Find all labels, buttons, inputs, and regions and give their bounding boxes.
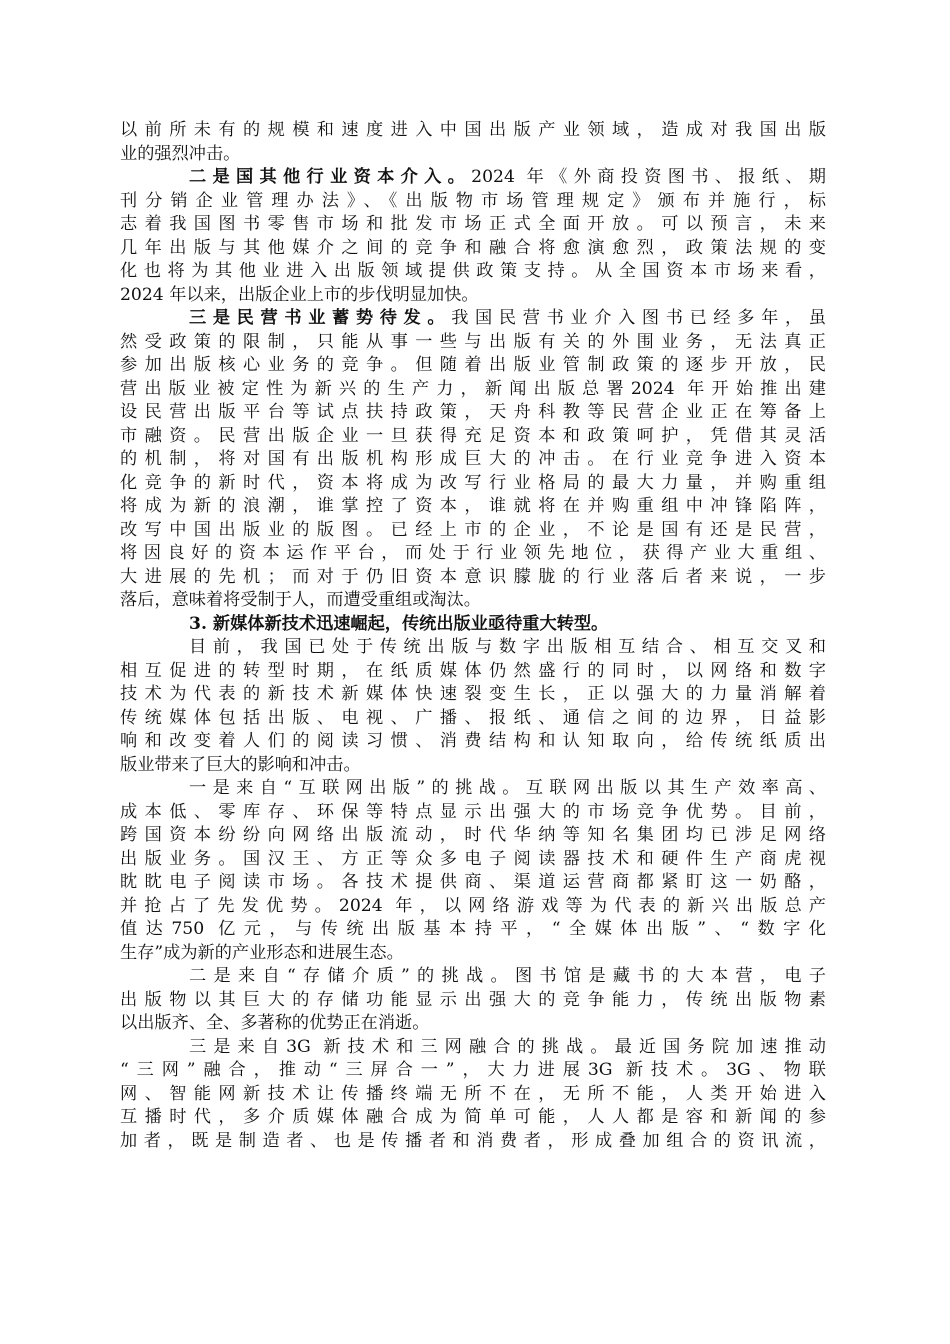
text-line [120,707,826,731]
text-run: 并抢占了先发优势。2024 年，以网络游戏等为代表的新兴出版总产 [120,895,826,916]
text-line [120,660,826,684]
bold-text-run: 三是民营书业蓄势待发。 [189,308,452,328]
text-line [120,754,826,778]
text-run: 目前，我国已处于传统出版与数字出版相互结合、相互交叉和 [189,637,826,657]
text-line [120,895,826,919]
text-run: 眈眈电子阅读市场。各技术提供商、渠道运营商都紧盯这一奶酪， [120,872,826,892]
text-run: 几年出版与其他媒介之间的竞争和融合将愈演愈烈，政策法规的变 [120,237,826,258]
document-page [120,119,826,1153]
text-run: 刊分销企业管理办法》、《出版物市场管理规定》颁布并施行，标 [120,190,826,211]
text-line [120,284,826,308]
text-line [120,1130,826,1154]
text-run: 版业带来了巨大的影响和冲击。 [120,754,361,775]
text-line [120,942,826,966]
text-run: 互播时代，多介质媒体融合成为简单可能，人人都是容和新闻的参 [120,1107,826,1127]
text-line [120,613,826,637]
text-run: 志着我国图书零售市场和批发市场正式全面开放。可以预言，未来 [120,214,826,234]
text-line [120,166,826,190]
text-run: 化竞争的新时代，资本将成为改写行业格局的最大力量，并购重组 [120,472,826,493]
text-line [120,401,826,425]
text-line [120,1012,826,1036]
text-line [120,448,826,472]
text-line [120,777,826,801]
bold-text-run: 3. 新媒体新技术迅速崛起，传统出版业亟待重大转型。 [189,613,609,634]
text-line [120,1059,826,1083]
text-line [120,1036,826,1060]
text-run: 将成为新的浪潮，谁掌控了资本，谁就将在并购重组中冲锋陷阵， [120,496,826,516]
text-line [120,965,826,989]
text-line [120,237,826,261]
text-run: 网、智能网新技术让传播终端无所不在，无所不能，人类开始进入 [120,1083,826,1104]
text-line [120,824,826,848]
text-run: 然受政策的限制，只能从事一些与出版有关的外围业务，无法真正 [120,331,826,352]
text-run: 三是来自3G 新技术和三网融合的挑战。最近国务院加速推动 [189,1036,826,1057]
text-run: “三网”融合，推动“三屏合一”，大力进展3G 新技术。3G、物联 [120,1060,826,1080]
text-line [120,190,826,214]
text-line [120,331,826,355]
text-run: 值达750 亿元，与传统出版基本持平，“全媒体出版”、“数字化 [120,919,826,939]
text-line [120,354,826,378]
text-run: 参加出版核心业务的竞争。但随着出版业管制政策的逐步开放，民 [120,355,826,375]
text-line [120,871,826,895]
text-run: 的机制，将对国有出版机构形成巨大的冲击。在行业竞争进入资本 [120,449,826,469]
text-line [120,1106,826,1130]
text-run: 营出版业被定性为新兴的生产力，新闻出版总署2024 年开始推出建 [120,378,826,399]
text-run: 以前所未有的规模和速度进入中国出版产业领域，造成对我国出版 [120,120,826,140]
text-line [120,801,826,825]
text-run: 我国民营书业介入图书已经多年，虽 [451,308,826,328]
text-line [120,425,826,449]
text-run: 业的强烈冲击。 [120,143,241,164]
text-line [120,495,826,519]
text-run: 生存”成为新的产业形态和进展生态。 [120,942,404,963]
text-line [120,589,826,613]
text-line [120,378,826,402]
text-run: 传统媒体包括出版、电视、广播、报纸、通信之间的边界，日益影 [120,707,826,728]
text-line [120,213,826,237]
text-run: 落后，意味着将受制于人，而遭受重组或淘汰。 [120,590,481,610]
text-run: 改写中国出版业的版图。已经上市的企业，不论是国有还是民营， [120,519,826,540]
text-line [120,683,826,707]
text-line [120,566,826,590]
text-line [120,143,826,167]
text-run: 响和改变着人们的阅读习惯、消费结构和认知取向，给传统纸质出 [120,731,826,751]
text-run: 市融资。民营出版企业一旦获得充足资本和政策呵护，凭借其灵活 [120,425,826,446]
text-run: 相互促进的转型时期，在纸质媒体仍然盛行的同时，以网络和数字 [120,660,826,681]
text-line [120,918,826,942]
text-line [120,472,826,496]
text-line [120,730,826,754]
text-run: 加者，既是制造者、也是传播者和消费者，形成叠加组合的资讯流， [120,1130,826,1151]
text-run: 2024 年以来，出版企业上市的步伐明显加快。 [120,284,479,305]
text-run: 跨国资本纷纷向网络出版流动，时代华纳等知名集团均已涉足网络 [120,825,826,845]
text-run: 成本低、零库存、环保等特点显示出强大的市场竞争优势。目前， [120,801,826,822]
text-run: 2024 年《外商投资图书、报纸、期 [471,167,826,187]
text-line [120,260,826,284]
text-run: 二是来自“存储介质”的挑战。图书馆是藏书的大本营，电子 [189,966,826,986]
text-line [120,1083,826,1107]
text-run: 出版物以其巨大的存储功能显示出强大的竞争能力，传统出版物素 [120,989,826,1010]
text-line [120,119,826,143]
text-run: 出版业务。国汉王、方正等众多电子阅读器技术和硬件生产商虎视 [120,848,826,869]
text-run: 一是来自“互联网出版”的挑战。互联网出版以其生产效率高、 [189,778,826,798]
text-run: 以出版齐、全、多著称的优势正在消逝。 [120,1013,430,1033]
text-run: 将因良好的资本运作平台，而处于行业领先地位，获得产业大重组、 [120,543,826,563]
text-run: 技术为代表的新技术新媒体快速裂变生长，正以强大的力量消解着 [120,684,826,704]
text-run: 大进展的先机；而对于仍旧资本意识朦胧的行业落后者来说，一步 [120,566,826,587]
bold-text-run: 二是国其他行业资本介入。 [189,167,472,187]
text-run: 化也将为其他业进入出版领域提供政策支持。从全国资本市场来看， [120,261,826,281]
text-line [120,636,826,660]
text-line [120,848,826,872]
text-line [120,307,826,331]
text-line [120,542,826,566]
text-line [120,989,826,1013]
text-line [120,519,826,543]
text-run: 设民营出版平台等试点扶持政策，天舟科教等民营企业正在筹备上 [120,402,826,422]
